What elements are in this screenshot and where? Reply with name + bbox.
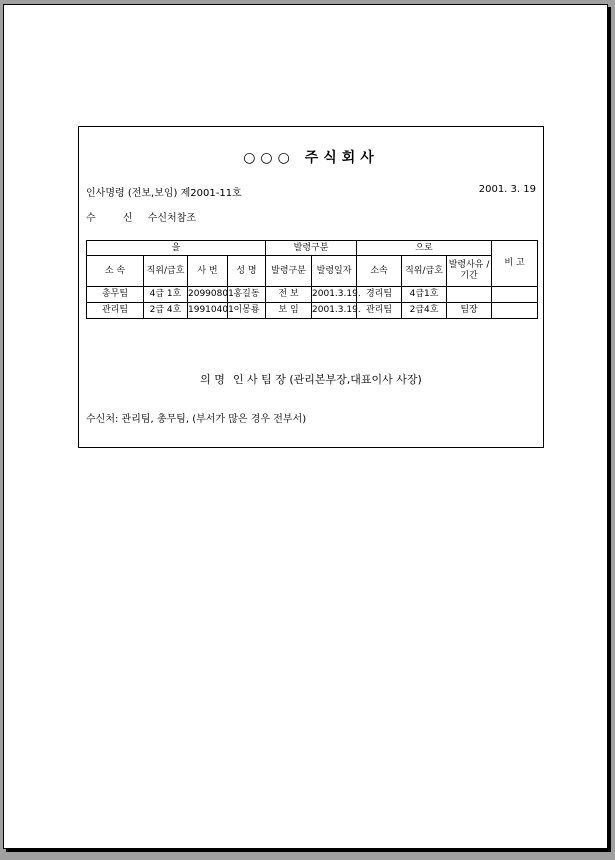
header-from: 을 — [87, 241, 266, 256]
cell-new-rank: 4급1호 — [402, 287, 447, 303]
cell-emp-no: 20990801 — [188, 287, 228, 303]
col-emp-no: 사 번 — [188, 256, 228, 287]
cell-reason — [447, 287, 492, 303]
order-number: 인사명령 (전보,보임) 제2001-11호 — [86, 188, 242, 199]
cell-rank: 2급 4호 — [144, 303, 188, 319]
cc-line: 수신처: 관리팀, 총무팀, (부서가 많은 경우 전부서) — [86, 414, 307, 425]
signer-prefix: 의 명 — [200, 373, 225, 386]
order-date: 2001. 3. 19 — [478, 184, 536, 195]
col-reason: 발령사유 /기간 — [447, 256, 492, 287]
col-type: 발령구분 — [266, 256, 312, 287]
col-dept: 소 속 — [87, 256, 144, 287]
recipient-value: 수신처참조 — [147, 213, 196, 224]
recipient-label: 수 신 — [86, 213, 145, 224]
cell-remark — [492, 303, 538, 319]
col-rank: 직위/급호 — [144, 256, 188, 287]
header-type-group: 발령구분 — [266, 241, 357, 256]
cell-type: 보 임 — [266, 303, 312, 319]
company-title: ○○○ 주식회사 — [243, 150, 379, 166]
header-remark: 비 고 — [492, 241, 538, 287]
recipient-line — [86, 209, 196, 224]
cell-dept: 총무팀 — [87, 287, 144, 303]
cell-new-dept: 경리팀 — [357, 287, 402, 303]
cell-reason: 팀장 — [447, 303, 492, 319]
cell-name: 홍길동 — [228, 287, 266, 303]
document-page — [3, 4, 608, 849]
signer-name: 인 사 팀 장 (관리본부장,대표이사 사장) — [232, 373, 422, 386]
col-new-rank: 직위/급호 — [402, 256, 447, 287]
col-date: 발령일자 — [312, 256, 357, 287]
cell-name: 이몽룡 — [228, 303, 266, 319]
cell-dept: 관리팀 — [87, 303, 144, 319]
header-to: 으로 — [357, 241, 492, 256]
table-row — [87, 287, 538, 303]
cell-date: 2001.3.19. — [312, 303, 357, 319]
personnel-table — [86, 240, 538, 319]
document-frame — [78, 126, 544, 448]
table-row — [87, 303, 538, 319]
cell-new-rank: 2급4호 — [402, 303, 447, 319]
cell-type: 전 보 — [266, 287, 312, 303]
col-name: 성 명 — [228, 256, 266, 287]
cell-new-dept: 관리팀 — [357, 303, 402, 319]
cell-rank: 4급 1호 — [144, 287, 188, 303]
cell-date: 2001.3.19. — [312, 287, 357, 303]
cell-emp-no: 19910401 — [188, 303, 228, 319]
signer-line — [79, 371, 543, 387]
col-new-dept: 소속 — [357, 256, 402, 287]
cell-remark — [492, 287, 538, 303]
